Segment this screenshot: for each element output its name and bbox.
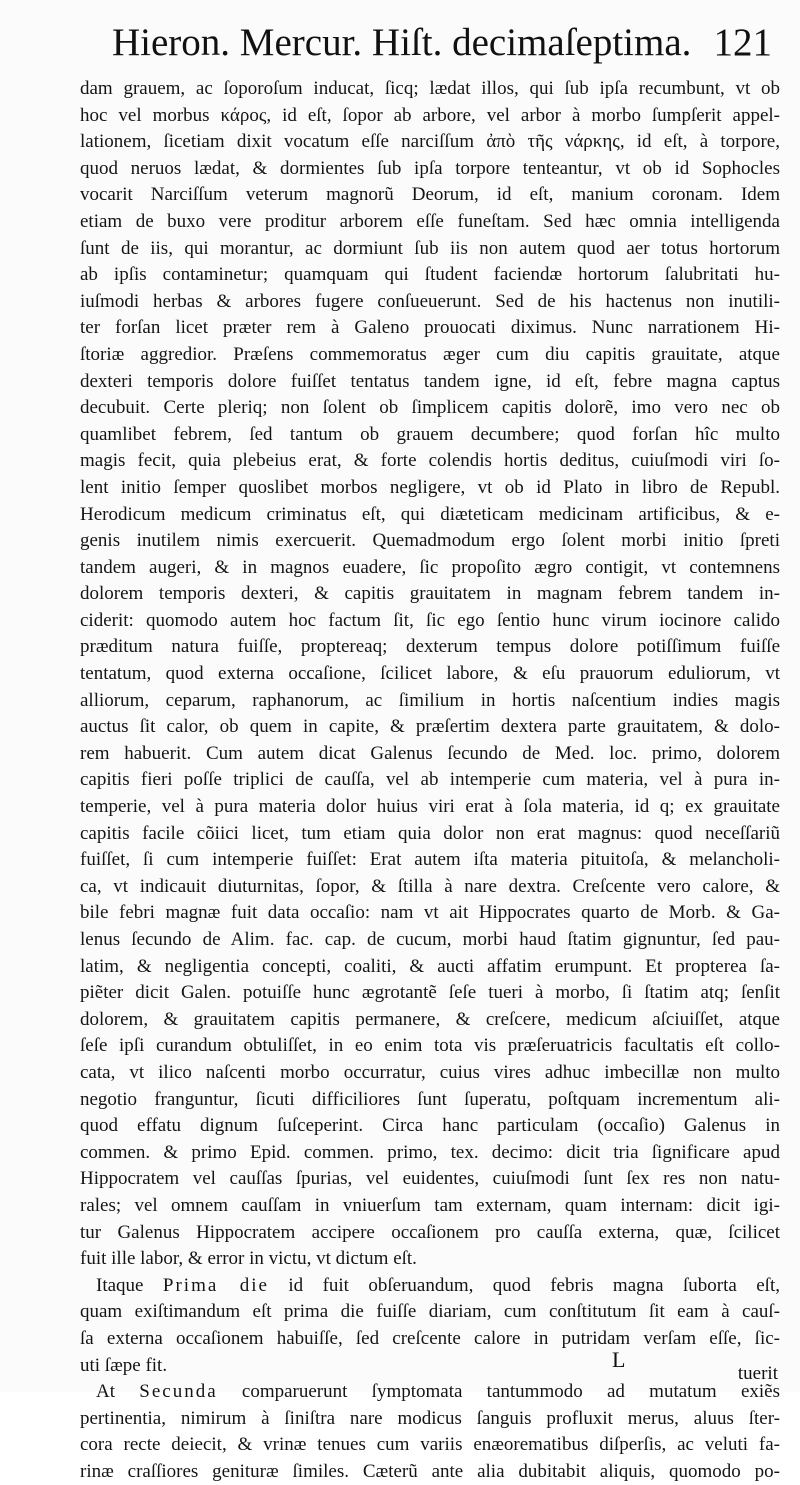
text-line: tur Galenus Hippocratem accipere occaſionem pro cauſſa externa, quæ, ſcilicet	[80, 1221, 780, 1243]
text-line: præditum natura fuiſſe, proptereaq; dexterum tempus dolore potiſſimum fuiſſe	[80, 636, 780, 658]
paragraph-2	[80, 1273, 780, 1379]
text-line: pertinentia, nimirum à ſiniſtra nare modicus ſanguis profluxit merus, aluus ſter-	[80, 1407, 780, 1429]
running-title: Hieron. Mercur. Hiſt. decimaſeptima.	[112, 21, 692, 64]
text-line-rest: comparuerunt ſymptomata tantummodo ad mutatum exiẽs	[217, 1381, 780, 1403]
text-line: commen. & primo Epid. commen. primo, tex. decimo: dicit tria ſignificare apud	[80, 1141, 780, 1163]
text-line: ca, vt indicauit diuturnitas, ſopor, & ſtilla à nare dextra. Creſcente vero calore, &	[80, 875, 780, 897]
text-line	[80, 1379, 780, 1406]
text-line: lent initio ſemper quoslibet morbos negligere, vt ob id Plato in libro de Republ.	[80, 476, 780, 498]
paragraph-lead: At	[96, 1381, 140, 1403]
text-line: ſunt de iis, qui morantur, ac dormiunt ſub iis non autem quod aer totus hortorum	[80, 237, 780, 259]
page-number: 121	[713, 21, 772, 64]
text-line: lenus ſecundo de Alim. fac. cap. de cucum, morbi haud ſtatim gignuntur, ſed pau-	[80, 929, 780, 950]
text-line: capitis facile cõiici licet, tum etiam quia dolor non erat magnus: quod neceſſariũ	[80, 822, 780, 844]
text-line: ſtoriæ aggredior. Præſens commemoratus æger cum diu capitis grauitate, atque	[80, 343, 780, 365]
text-line: lationem, ſicetiam dixit vocatum eſſe narciſſum ἀπὸ τῆς νάρκης, id eſt, à torpore,	[80, 131, 780, 153]
paragraph-3	[80, 1379, 780, 1485]
text-line: quamlibet febrem, ſed tantum ob grauem decumbere; quod forſan hîc multo	[80, 423, 780, 445]
text-line: quod neruos lædat, & dormientes ſub ipſa torpore tenteantur, vt ob id Sophocles	[80, 157, 780, 179]
text-line: quam exiſtimandum eſt prima die fuiſſe diariam, cum conſtitutum ſit eam à cauſ-	[80, 1301, 780, 1323]
text-line: fuiſſet, ſi cum intemperie fuiſſet: Erat autem iſta materia pituitoſa, & melancholi-	[80, 849, 780, 871]
text-line: tandem augeri, & in magnos euadere, ſic propoſito ægro contigit, vt contemnens	[80, 556, 780, 578]
signature-mark: L	[612, 1347, 626, 1372]
paragraph-1	[80, 76, 780, 1273]
text-line	[80, 1273, 780, 1300]
running-head	[112, 18, 772, 68]
text-line: ſeſe ipſi curandum obtuliſſet, in eo enim tota vis præſeruatricis facultatis eſt collo-	[80, 1035, 780, 1057]
text-line: dam grauem, ac ſoporoſum inducat, ſicq; lædat illos, qui ſub ipſa recumbunt, vt ob	[80, 78, 780, 99]
text-line: ab ipſis contaminetur; quamquam qui ſtudent faciendæ hortorum ſalubritati hu-	[80, 264, 780, 286]
text-line: iuſmodi herbas & arbores fugere conſueuerunt. Sed de his hactenus non inutili-	[80, 290, 780, 312]
text-line-rest: id fuit obſeruandum, quod febris magna ſuborta eſt,	[268, 1274, 780, 1296]
text-line: alliorum, ceparum, raphanorum, ac ſimilium in hortis naſcentium indies magis	[80, 689, 780, 711]
text-line: fuit ille labor, & error in victu, vt dictum eſt.	[80, 1248, 417, 1270]
text-line: genis inutilem nimis exercuerit. Quemadmodum ergo ſolent morbi initio ſpreti	[80, 530, 780, 552]
text-line: negotio franguntur, ſicuti difficiliores ſunt ſuperatu, poſtquam incrementum ali-	[80, 1088, 780, 1110]
text-line: rinæ craſſiores genituræ ſimiles. Cæterũ ante alia dubitabit aliquis, quomodo po-	[80, 1460, 780, 1482]
text-line: etiam de buxo vere proditur arborem eſſe funeſtam. Sed hæc omnia intelligenda	[80, 210, 780, 232]
day-heading-secunda: Secunda	[139, 1381, 218, 1403]
text-line: hoc vel morbus κάρος, id eſt, ſopor ab arbore, vel arbor à morbo ſumpſerit appel-	[80, 104, 780, 126]
text-line: quod effatu dignum ſuſceperint. Circa hanc particulam (occaſio) Galenus in	[80, 1115, 780, 1137]
text-line: vocarit Narciſſum veterum magnorũ Deorum, id eſt, manium coronam. Idem	[80, 184, 780, 206]
text-line: Hippocratem vel cauſſas ſpurias, vel euidentes, cuiuſmodi ſunt ſex res non natu-	[80, 1168, 780, 1190]
text-line: dolorem, & grauitatem capitis permanere, & creſcere, medicum aſciuiſſet, atque	[80, 1008, 780, 1030]
text-line: dolorem temporis dexteri, & capitis grauitatem in magnam febrem tandem in-	[80, 583, 780, 605]
text-line: ter forſan licet præter rem à Galeno prouocati diximus. Nunc narrationem Hi-	[80, 317, 780, 339]
catchword: tuerit	[737, 1363, 778, 1384]
text-line: cata, vt ilico naſcenti morbo occurratur, cuius vires adhuc imbecillæ non multo	[80, 1061, 780, 1083]
text-line: temperie, vel à pura materia dolor huius viri erat à ſola materia, id q; ex grauitate	[80, 796, 780, 818]
paragraph-lead: Itaque	[96, 1274, 163, 1296]
text-line: uti ſæpe fit.	[80, 1354, 168, 1376]
text-line: rales; vel omnem cauſſam in vniuerſum tam externam, quam internam: dicit igi-	[80, 1194, 780, 1216]
text-line: decubuit. Certe pleriq; non ſolent ob ſimplicem capitis dolorẽ, imo vero nec ob	[80, 397, 780, 419]
text-line: ciderit: quomodo autem hoc factum ſit, ſic ego ſentio hunc virum iocinore calido	[80, 609, 780, 631]
text-line: tentatum, quod externa occaſione, ſcilicet labore, & eſu prauorum eduliorum, vt	[80, 663, 780, 685]
text-line: latim, & negligentia concepti, coaliti, & aucti affatim erumpunt. Et propterea ſa-	[80, 955, 780, 977]
text-line: piẽter dicit Galen. potuiſſe hunc ægrotantẽ ſeſe tueri à morbo, ſi ſtatim atq; ſenſit	[80, 982, 780, 1004]
text-line: bile febri magnæ fuit data occaſio: nam vt ait Hippocrates quarto de Morb. & Ga-	[80, 902, 780, 924]
text-line: magis fecit, quia plebeius erat, & forte colendis hortis deditus, cuiuſmodi viri ſo-	[80, 450, 780, 472]
text-line: cora recte deiecit, & vrinæ tenues cum variis enæorematibus diſperſis, ac veluti fa-	[80, 1434, 780, 1456]
day-heading-prima: Prima die	[162, 1274, 269, 1296]
text-line: rem habuerit. Cum autem dicat Galenus ſecundo de Med. loc. primo, dolorem	[80, 742, 780, 764]
text-line: dexteri temporis dolore fuiſſet tentatus tandem igne, id eſt, febre magna captus	[80, 370, 780, 392]
body-text	[80, 76, 780, 1485]
text-line: auctus ſit calor, ob quem in capite, & præſertim dextera parte grauitatem, & dolo-	[80, 716, 780, 738]
text-line: capitis fieri poſſe triplici de cauſſa, vel ab intemperie cum materia, vel à pura in-	[80, 769, 780, 791]
text-line: Herodicum medicum criminatus eſt, qui diæteticam medicinam artificibus, & e-	[80, 503, 780, 525]
text-line: ſa externa occaſionem habuiſſe, ſed creſcente calore in putridam verſam eſſe, ſic-	[80, 1327, 780, 1349]
